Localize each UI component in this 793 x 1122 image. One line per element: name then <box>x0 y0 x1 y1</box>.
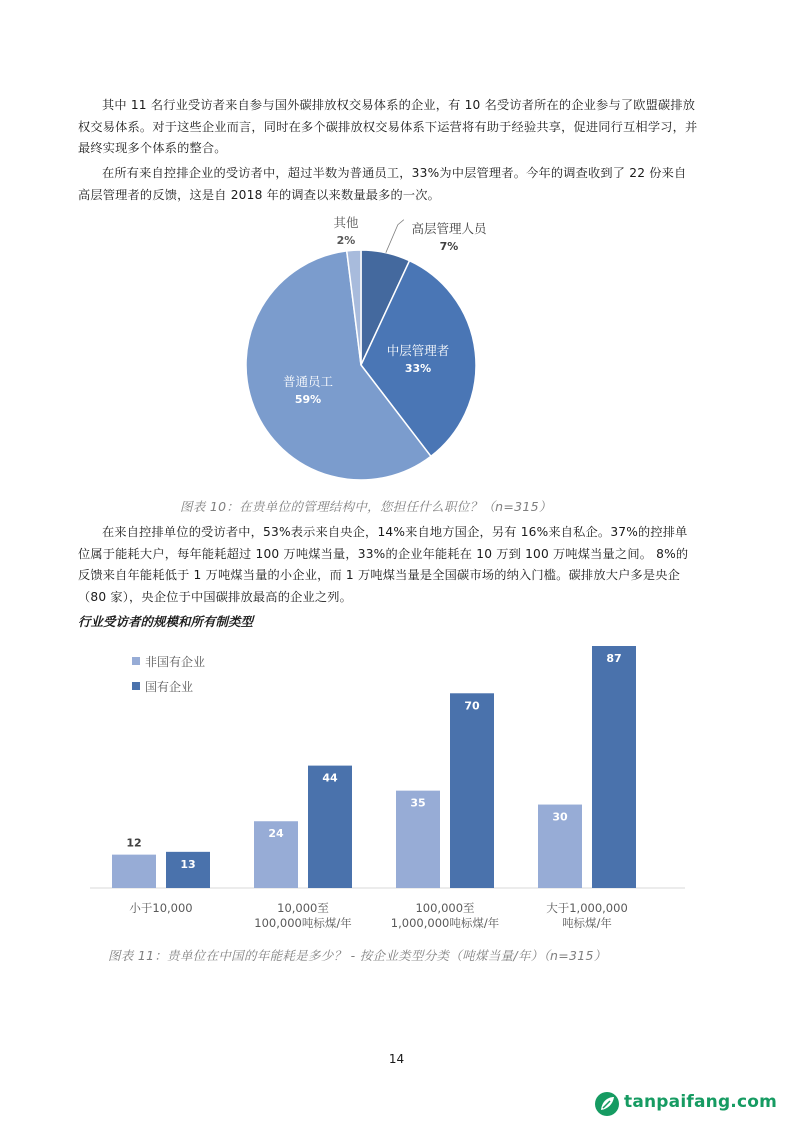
bar-state-2 <box>450 693 494 888</box>
paragraph-intro: 其中 11 名行业受访者来自参与国外碳排放权交易体系的企业，有 10 名受访者所在的企业参与了欧盟碳排放权交易体系。对于这些企业而言，同时在多个碳排放权交易体系下运营将有助于经验共享，促进同行互相学习，并最终实现多个体系的整合。 <box>78 98 698 155</box>
figure-11-caption: 图表 11：贵单位在中国的年能耗是多少？ - 按企业类型分类（吨煤当量/年）（n=315） <box>108 948 607 963</box>
pie-chart-management <box>230 210 530 495</box>
legend-label-1: 国有企业 <box>145 680 194 694</box>
paragraph-respondents: 在所有来自控排企业的受访者中，超过半数为普通员工，33%为中层管理者。今年的调查收到了 22 份来自高层管理者的反馈，这是自 2018 年的调查以来数量最多的一次。 <box>78 166 687 202</box>
x-tick-label-1-0: 10,000至 <box>277 901 329 915</box>
logo-text: tanpaifang.com <box>624 1092 778 1112</box>
x-tick-label-2-1: 1,000,000吨标煤/年 <box>390 916 500 930</box>
bar-chart-energy-use <box>78 630 698 935</box>
bar-value-label-1-1: 44 <box>322 771 338 785</box>
bar-value-label-0-3: 30 <box>552 810 568 824</box>
legend-swatch-1 <box>132 682 140 690</box>
pie-other-label: 其他 <box>333 215 359 230</box>
bar-value-label-1-2: 70 <box>464 699 480 713</box>
pie-staff-label: 普通员工 <box>282 374 334 389</box>
figure-10-caption: 图表 10：在贵单位的管理结构中，您担任什么职位？（n=315） <box>180 499 552 514</box>
site-logo[interactable] <box>594 1089 784 1117</box>
leaf-logo-icon <box>594 1091 620 1117</box>
pie-middle-value: 33% <box>404 362 432 375</box>
bar-value-label-0-2: 35 <box>410 796 426 810</box>
legend-swatch-0 <box>132 657 140 665</box>
section-title: 行业受访者的规模和所有制类型 <box>78 614 254 629</box>
pie-senior-label: 高层管理人员 <box>411 221 487 236</box>
pie-staff-value: 59% <box>294 393 322 406</box>
bar-value-label-0-1: 24 <box>268 827 284 841</box>
pie-other-value: 2% <box>336 234 356 247</box>
x-tick-label-3-1: 吨标煤/年 <box>562 916 612 930</box>
bar-value-label-0-0: 12 <box>126 836 142 850</box>
bar-non-state-0 <box>112 855 156 888</box>
pie-leader-line <box>386 220 404 253</box>
x-tick-label-0-0: 小于10,000 <box>129 901 193 915</box>
x-tick-label-1-1: 100,000吨标煤/年 <box>254 916 352 930</box>
x-tick-label-3-0: 大于1,000,000 <box>546 901 628 915</box>
x-tick-label-2-0: 100,000至 <box>415 901 475 915</box>
page-number: 14 <box>388 1052 405 1066</box>
pie-senior-value: 7% <box>439 240 459 253</box>
legend-label-0: 非国有企业 <box>145 655 206 669</box>
paragraph-ownership: 在来自控排单位的受访者中，53%表示来自央企，14%来自地方国企，另有 16%来自私企。37%的控排单位属于能耗大户，每年能耗超过 100 万吨煤当量，33%的企业年能耗在 10 万到 100 万吨煤当量之间。 8%的反馈来自年能耗低于 1 万吨煤当量的小企业，而 1 万吨煤当量是全国碳市场的纳入门槛。碳排放大户多是央企（80 家），央企位于中国碳排放最高的企业之列。 <box>78 525 689 604</box>
bar-value-label-1-0: 13 <box>180 857 196 871</box>
pie-middle-label: 中层管理者 <box>386 343 450 358</box>
bar-value-label-1-3: 87 <box>606 652 622 665</box>
bar-state-3 <box>592 646 636 888</box>
